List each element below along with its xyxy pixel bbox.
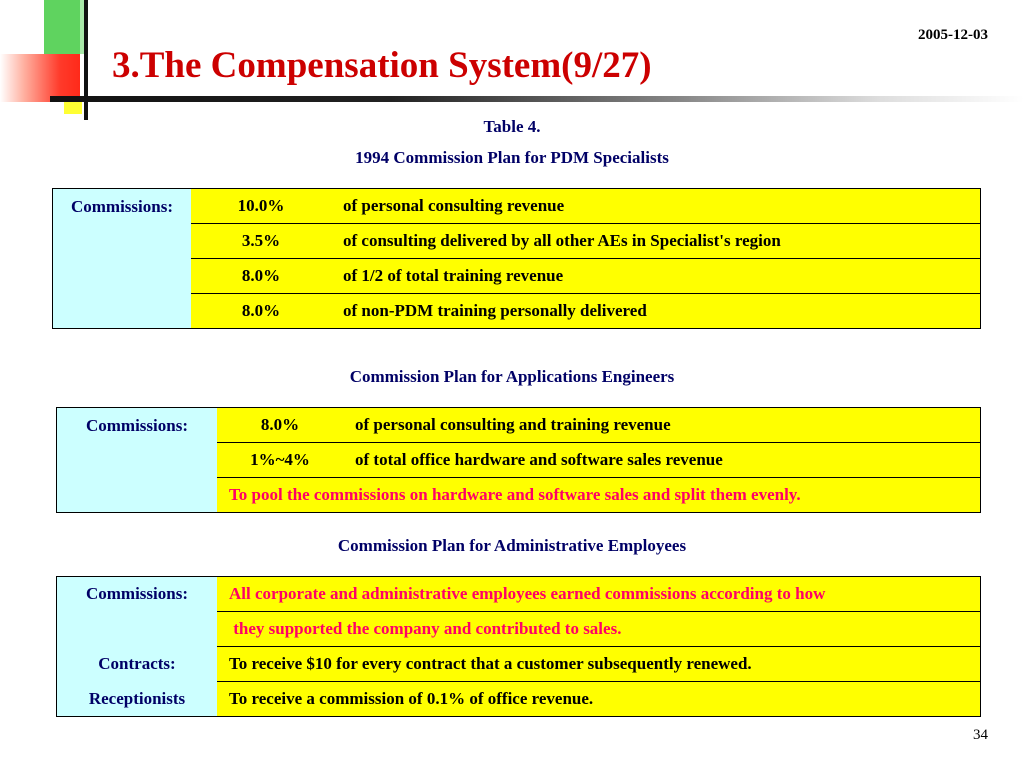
commission-rate: 3.5% [191, 224, 331, 259]
table-row [53, 189, 981, 224]
corner-decoration-green [44, 0, 80, 54]
commission-description: of consulting delivered by all other AEs in Specialist's region [331, 224, 981, 259]
empty-label [57, 612, 218, 647]
commission-description: of 1/2 of total training revenue [331, 259, 981, 294]
section2-caption: Commission Plan for Applications Engineers [349, 367, 675, 386]
administrative-employees-table [56, 576, 981, 717]
table-row [57, 408, 981, 443]
section1-caption: 1994 Commission Plan for PDM Specialists [355, 148, 669, 167]
slide-title: 3.The Compensation System(9/27) [112, 45, 652, 86]
receptionists-label: Receptionists [57, 682, 218, 717]
table-row [57, 682, 981, 717]
table-row [57, 612, 981, 647]
table-row [57, 577, 981, 612]
table-row [53, 224, 981, 259]
policy-text: To receive $10 for every contract that a customer subsequently renewed. [217, 647, 981, 682]
table-row [53, 259, 981, 294]
title-underline [50, 96, 1024, 102]
corner-decoration-red [0, 54, 80, 102]
policy-text: To receive a commission of 0.1% of office revenue. [217, 682, 981, 717]
commissions-label: Commissions: [57, 408, 218, 513]
table-row [53, 294, 981, 329]
applications-engineers-table [56, 407, 981, 513]
commission-rate: 1%~4% [217, 443, 343, 478]
corner-decoration-yellow [64, 102, 82, 114]
commission-description: of personal consulting and training revenue [343, 408, 981, 443]
page-number: 34 [973, 727, 988, 743]
commission-rate: 8.0% [191, 294, 331, 329]
slide-date: 2005-12-03 [918, 27, 988, 43]
contracts-label: Contracts: [57, 647, 218, 682]
commission-rate: 8.0% [191, 259, 331, 294]
commissions-label: Commissions: [53, 189, 192, 329]
corner-decoration-vertical-line [84, 0, 88, 120]
pooling-note: To pool the commissions on hardware and software sales and split them evenly. [217, 478, 981, 513]
policy-text: they supported the company and contributed to sales. [217, 612, 981, 647]
section3-caption: Commission Plan for Administrative Employees [337, 536, 687, 555]
pdm-specialists-table [52, 188, 981, 329]
commission-description: of non-PDM training personally delivered [331, 294, 981, 329]
commission-rate: 10.0% [191, 189, 331, 224]
commissions-label: Commissions: [57, 577, 218, 612]
commission-description: of total office hardware and software sales revenue [343, 443, 981, 478]
commission-rate: 8.0% [217, 408, 343, 443]
table-row [57, 647, 981, 682]
commission-description: of personal consulting revenue [331, 189, 981, 224]
table-label: Table 4. [483, 117, 541, 136]
policy-text: All corporate and administrative employees earned commissions according to how [217, 577, 981, 612]
